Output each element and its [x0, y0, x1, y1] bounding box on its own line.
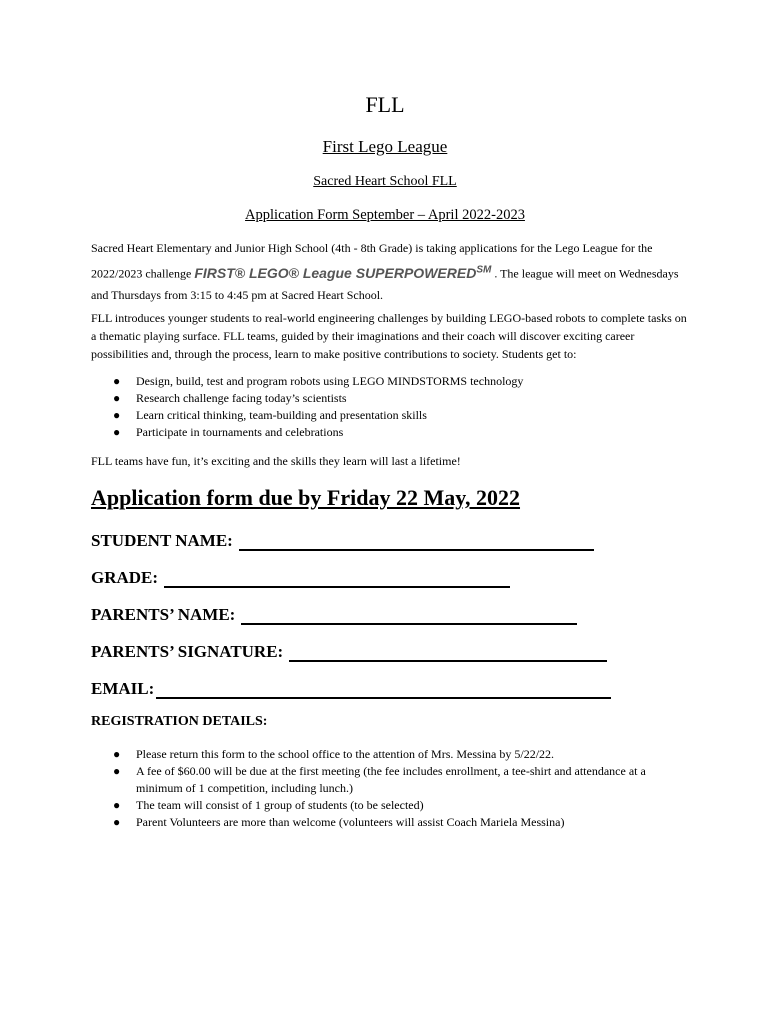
list-item-text: The team will consist of 1 group of students (to be selected) — [136, 798, 424, 812]
school-name: Sacred Heart School FLL — [313, 174, 457, 189]
intro-text-1: Sacred Heart Elementary and Junior High School (4th - 8th Grade) is taking applications for the Lego League for the 2022/2023 challenge — [91, 241, 653, 281]
form-title: Application Form September – April 2022-2023 — [245, 207, 525, 223]
list-item-text: Learn critical thinking, team-building and presentation skills — [136, 408, 427, 422]
challenge-name — [194, 265, 491, 281]
grade-label: GRADE: — [91, 568, 159, 587]
student-name-field[interactable] — [91, 531, 594, 551]
description-paragraph: FLL introduces younger students to real-world engineering challenges by building LEGO-based robots to complete tasks on a thematic playing surface. FLL teams, guided by their imaginations and their coach will discover exciting career possibilities and, through the process, learn to make positive contributions to society. Students get to: — [91, 311, 687, 361]
parents-name-field[interactable] — [91, 605, 577, 625]
parents-signature-field[interactable] — [91, 642, 607, 662]
list-item-text: Please return this form to the school office to the attention of Mrs. Messina by 5/22/22. — [136, 747, 555, 761]
bullet-icon: ● — [113, 425, 121, 439]
list-item — [91, 373, 691, 390]
list-item — [91, 746, 691, 763]
bullet-icon: ● — [113, 764, 121, 778]
list-item — [91, 814, 691, 831]
list-item — [91, 797, 691, 814]
challenge-text: FIRST® LEGO® League SUPERPOWERED — [194, 264, 477, 281]
student-name-blank[interactable] — [239, 533, 594, 551]
list-item-text: Participate in tournaments and celebrations — [136, 425, 344, 439]
parents-name-blank[interactable] — [241, 607, 577, 625]
list-item — [91, 407, 691, 424]
registration-heading: REGISTRATION DETAILS: — [91, 714, 268, 729]
list-item — [91, 763, 691, 797]
service-mark: SM — [476, 264, 492, 275]
list-item — [91, 390, 691, 407]
grade-field[interactable] — [91, 568, 510, 588]
list-item-text: A fee of $60.00 will be due at the first meeting (the fee includes enrollment, a tee-shirt and attendance at a minimum of 1 competition, including lunch.) — [136, 764, 646, 795]
list-item-text: Design, build, test and program robots using LEGO MINDSTORMS technology — [136, 374, 524, 388]
bullet-icon: ● — [113, 408, 121, 422]
bullet-icon: ● — [113, 391, 121, 405]
bullet-icon: ● — [113, 798, 121, 812]
page-title: FLL — [365, 92, 405, 117]
email-blank[interactable] — [156, 681, 611, 699]
parents-signature-label: PARENTS’ SIGNATURE: — [91, 642, 284, 661]
bullet-icon: ● — [113, 374, 121, 388]
student-name-label: STUDENT NAME: — [91, 531, 233, 550]
parents-signature-blank[interactable] — [289, 644, 607, 662]
intro-text-2: . The league will meet on Wednesdays and Thursdays from 3:15 to 4:45 pm at Sacred Heart School. — [91, 266, 679, 302]
bullet-icon: ● — [113, 747, 121, 761]
due-heading: Application form due by Friday 22 May, 2022 — [91, 485, 521, 510]
list-item — [91, 424, 691, 441]
intro-paragraph — [91, 238, 691, 306]
registration-list — [91, 746, 691, 831]
email-label: EMAIL: — [91, 679, 155, 698]
list-item-text: Parent Volunteers are more than welcome (volunteers will assist Coach Mariela Messina) — [136, 815, 565, 829]
fun-line: FLL teams have fun, it’s exciting and the skills they learn will last a lifetime! — [91, 454, 461, 468]
activities-list — [91, 373, 691, 441]
page-subtitle: First Lego League — [322, 137, 448, 156]
email-field[interactable] — [91, 679, 611, 699]
bullet-icon: ● — [113, 815, 121, 829]
parents-name-label: PARENTS’ NAME: — [91, 605, 236, 624]
grade-blank[interactable] — [164, 570, 510, 588]
list-item-text: Research challenge facing today’s scientists — [136, 391, 347, 405]
